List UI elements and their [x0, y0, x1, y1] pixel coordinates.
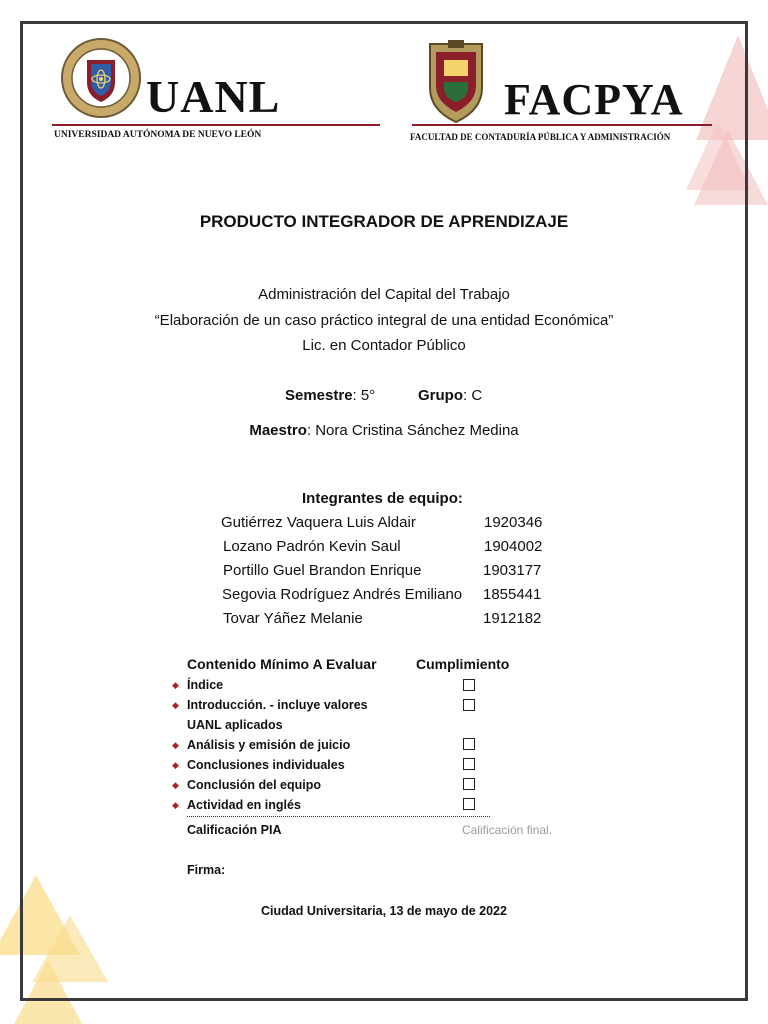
teacher-line	[0, 422, 768, 439]
team-heading: Integrantes de equipo:	[302, 490, 463, 507]
uanl-seal-logo	[60, 36, 142, 120]
criterion-individual-conclusions: Conclusiones individuales	[187, 758, 345, 772]
uanl-logo-text: UANL	[146, 71, 281, 122]
member-id: 1904002	[484, 538, 543, 555]
bullet-icon: ◆	[172, 700, 179, 710]
member-id: 1855441	[483, 586, 542, 603]
signature-label: Firma:	[187, 863, 226, 877]
grade-placeholder[interactable]: Calificación final.	[462, 823, 553, 837]
semester-label: Semestre	[285, 387, 353, 404]
criterion-introduction-cont: UANL aplicados	[187, 718, 283, 732]
member-name: Gutiérrez Vaquera Luis Aldair	[221, 514, 416, 531]
checkbox-individual-conclusions[interactable]	[463, 758, 475, 770]
group-line	[418, 387, 482, 404]
teacher-label: Maestro	[249, 422, 307, 439]
semester-line	[285, 387, 375, 404]
project-topic: “Elaboración de un caso práctico integral de una entidad Económica”	[154, 312, 614, 329]
semester-value: : 5°	[352, 387, 376, 404]
member-id: 1920346	[484, 514, 543, 531]
criterion-index: Índice	[187, 678, 224, 692]
facpya-subtitle: FACULTAD DE CONTADURÍA PÚBLICA Y ADMINISTRACIÓN	[410, 132, 671, 142]
bullet-icon: ◆	[172, 680, 179, 690]
criterion-introduction: Introducción. - incluye valores	[187, 698, 368, 712]
uanl-divider	[52, 124, 380, 126]
page-border	[20, 21, 748, 1001]
uanl-subtitle: UNIVERSIDAD AUTÓNOMA DE NUEVO LEÓN	[54, 130, 262, 140]
bullet-icon: ◆	[172, 740, 179, 750]
checkbox-analysis[interactable]	[463, 738, 475, 750]
group-value: : C	[463, 387, 483, 404]
member-name: Lozano Padrón Kevin Saul	[223, 538, 401, 555]
member-name: Segovia Rodríguez Andrés Emiliano	[222, 586, 463, 603]
facpya-shield-logo	[424, 38, 488, 124]
subject-name: Administración del Capital del Trabajo	[258, 286, 510, 303]
criterion-english-activity: Actividad en inglés	[187, 798, 301, 812]
facpya-logo-text: FACPYA	[504, 75, 684, 124]
career-name: Lic. en Contador Público	[302, 337, 466, 354]
checkbox-team-conclusion[interactable]	[463, 778, 475, 790]
teacher-value: : Nora Cristina Sánchez Medina	[306, 422, 519, 439]
group-label: Grupo	[418, 387, 463, 404]
facpya-divider	[412, 124, 712, 126]
bullet-icon: ◆	[172, 800, 179, 810]
bullet-icon: ◆	[172, 760, 179, 770]
grade-label: Calificación PIA	[187, 823, 282, 837]
checkbox-introduction[interactable]	[463, 699, 475, 711]
bullet-icon: ◆	[172, 780, 179, 790]
table-divider	[187, 816, 490, 817]
member-id: 1912182	[483, 610, 542, 627]
checkbox-english-activity[interactable]	[463, 798, 475, 810]
compliance-column-header: Cumplimiento	[416, 656, 510, 672]
member-name: Tovar Yáñez Melanie	[223, 610, 363, 627]
member-name: Portillo Guel Brandon Enrique	[223, 562, 422, 579]
document-title: PRODUCTO INTEGRADOR DE APRENDIZAJE	[199, 212, 569, 231]
criteria-column-header: Contenido Mínimo A Evaluar	[187, 656, 377, 672]
criterion-analysis: Análisis y emisión de juicio	[187, 738, 351, 752]
place-and-date: Ciudad Universitaria, 13 de mayo de 2022	[261, 904, 507, 918]
member-id: 1903177	[483, 562, 542, 579]
criterion-team-conclusion: Conclusión del equipo	[187, 778, 322, 792]
checkbox-index[interactable]	[463, 679, 475, 691]
